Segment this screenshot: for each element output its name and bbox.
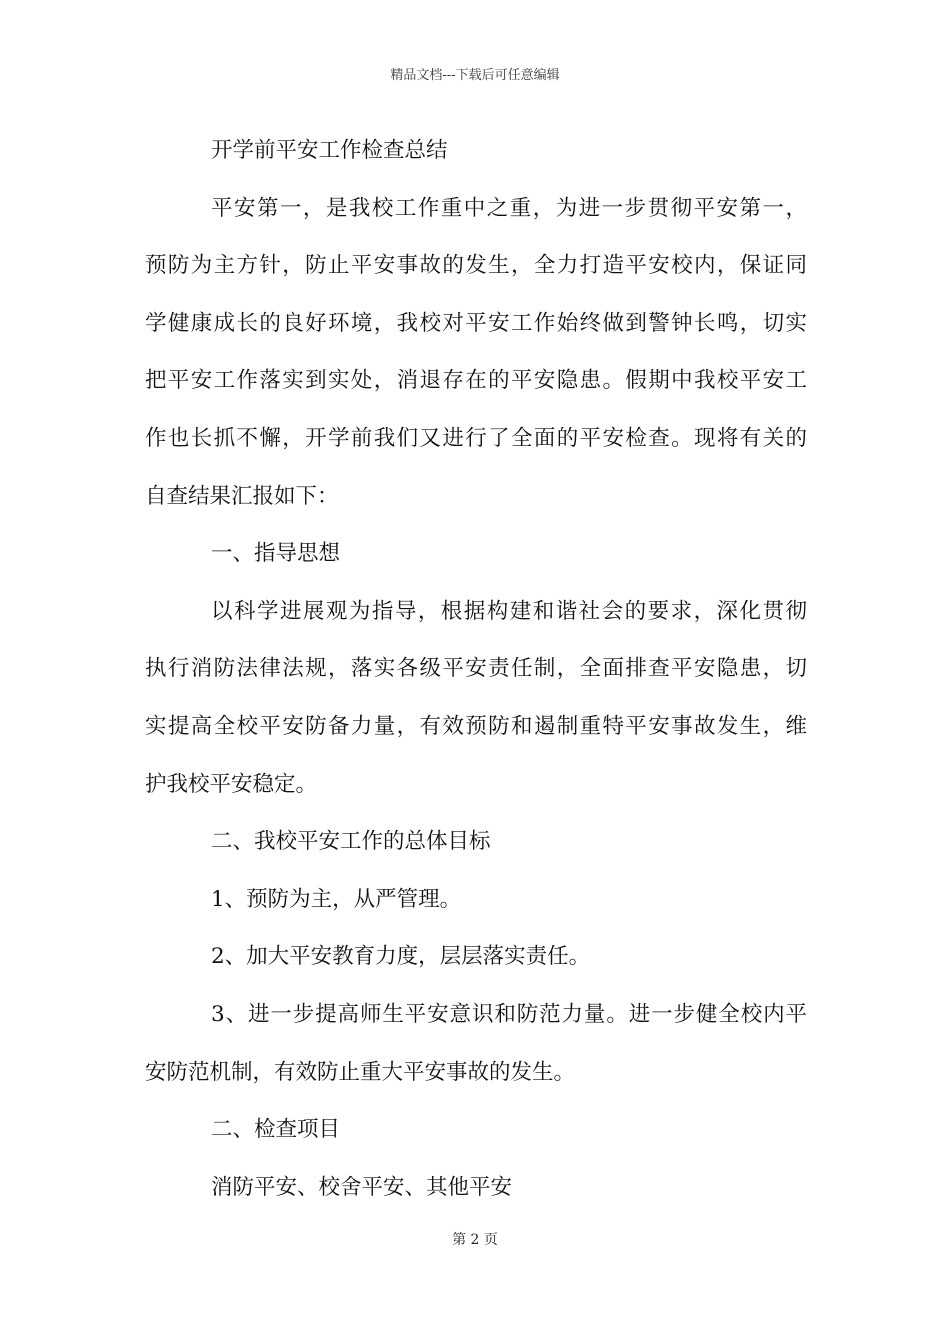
paragraph-line: 自查结果汇报如下： <box>145 483 339 509</box>
document-body <box>145 128 807 1222</box>
page-number: 第 2 页 <box>452 1232 498 1248</box>
list-item: 3、进一步提高师生平安意识和防范力量。进一步健全校内平 <box>211 1001 807 1027</box>
page-header: 精品文档---下载后可任意编辑 <box>390 68 560 83</box>
paragraph-line: 作也长抓不懈，开学前我们又进行了全面的平安检查。现将有关的 <box>145 425 807 451</box>
document-title: 开学前平安工作检查总结 <box>211 138 448 163</box>
paragraph-line: 以科学进展观为指导，根据构建和谐社会的要求，深化贯彻 <box>211 598 807 624</box>
paragraph-line: 把平安工作落实到实处，消退存在的平安隐患。假期中我校平安工 <box>145 368 807 394</box>
paragraph-line: 实提高全校平安防备力量，有效预防和遏制重特平安事故发生，维 <box>145 713 807 739</box>
paragraph-line: 执行消防法律法规，落实各级平安责任制，全面排查平安隐患，切 <box>145 656 807 682</box>
paragraph-line: 安防范机制，有效防止重大平安事故的发生。 <box>145 1059 576 1085</box>
paragraph-line: 平安第一，是我校工作重中之重，为进一步贯彻平安第一， <box>211 195 807 221</box>
section-heading: 一、指导思想 <box>211 541 341 567</box>
section-heading: 二、我校平安工作的总体目标 <box>211 829 491 855</box>
paragraph-line: 预防为主方针，防止平安事故的发生，全力打造平安校内，保证同 <box>145 253 807 279</box>
list-item: 1、预防为主，从严管理。 <box>211 886 462 912</box>
list-item: 2、加大平安教育力度，层层落实责任。 <box>211 944 591 970</box>
paragraph-line: 护我校平安稳定。 <box>145 771 318 797</box>
paragraph-line: 学健康成长的良好环境，我校对平安工作始终做到警钟长鸣，切实 <box>145 310 807 336</box>
paragraph-line: 消防平安、校舍平安、其他平安 <box>211 1174 513 1200</box>
section-heading: 二、检查项目 <box>211 1117 341 1143</box>
